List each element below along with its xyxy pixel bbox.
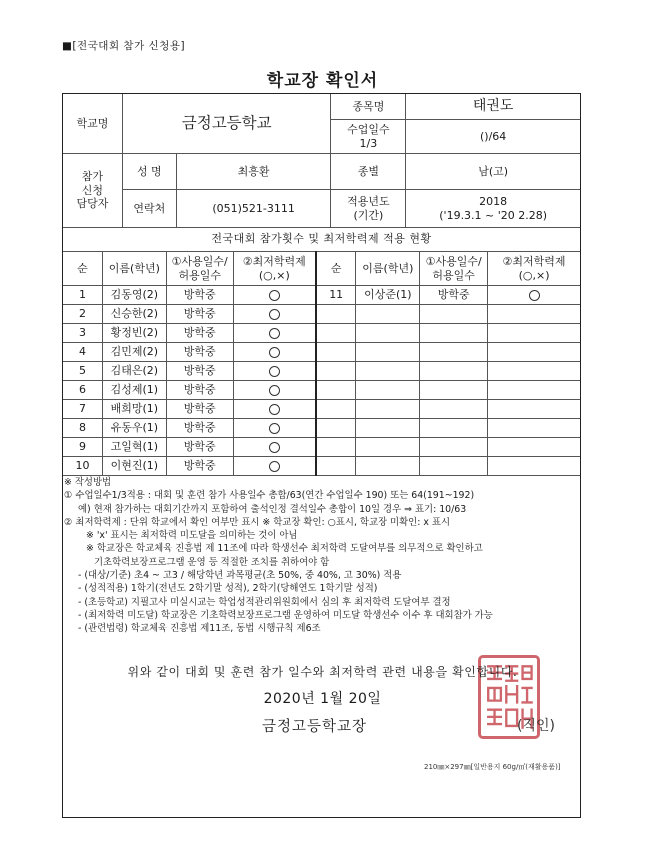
paper-spec-footer: 210㎜×297㎜[일반용지 60g/㎡(재활용품)] bbox=[424, 763, 561, 771]
note-line: ② 최저학력제 : 단위 학교에서 확인 여부만 표시 ※ 학교장 확인: ○표시, 학교장 미확인: x 표시 bbox=[64, 516, 451, 528]
row-no: 3 bbox=[63, 324, 103, 343]
row-days: 방학중 bbox=[166, 457, 233, 476]
name-value: 최흥환 bbox=[176, 154, 331, 190]
document-tag: ■[전국대회 참가 신청용] bbox=[62, 40, 186, 52]
issue-date: 2020년 1월 20일 bbox=[263, 691, 382, 707]
note-line: ※ 학교장은 학교체육 진흥법 제 11조에 따라 학생선수 최저학력 도달여부를 의무적으로 확인하고 bbox=[86, 543, 483, 555]
name-label: 성 명 bbox=[122, 154, 176, 190]
sport-value: 태권도 bbox=[406, 94, 581, 120]
row-name: 신승한(2) bbox=[102, 305, 166, 324]
row-no: 6 bbox=[63, 381, 103, 400]
row-name: 황정빈(2) bbox=[102, 324, 166, 343]
row-no: 8 bbox=[63, 419, 103, 438]
note-line: - (성적적용) 1학기(전년도 2학기말 성적), 2학기(당해연도 1학기말 성적) bbox=[78, 583, 378, 595]
row-no: 9 bbox=[63, 438, 103, 457]
note-line: - (초등학교) 지필고사 미실시교는 학업성적관리위원회에서 심의 후 최저학력 도달여부 결정 bbox=[78, 596, 451, 608]
header-min-right-line1: ②최저학력제 bbox=[502, 254, 566, 268]
row-days: 방학중 bbox=[166, 381, 233, 400]
year-label-line2: (기간) bbox=[353, 208, 384, 222]
school-label: 학교명 bbox=[63, 94, 123, 154]
row-name: 김태은(2) bbox=[102, 362, 166, 381]
header-no: 순 bbox=[63, 252, 103, 286]
header-min-line1: ②최저학력제 bbox=[242, 254, 306, 268]
row-no: 4 bbox=[63, 343, 103, 362]
row-days: 방학중 bbox=[166, 343, 233, 362]
note-line: - (대상/기준) 초4 ~ 고3 / 해당학년 과목평균(초 50%, 중 40%, 고 30%) 적용 bbox=[78, 570, 402, 582]
row-name: 이현진(1) bbox=[102, 457, 166, 476]
row-name: 고일혁(1) bbox=[102, 438, 166, 457]
row-days: 방학중 bbox=[166, 438, 233, 457]
attendance-value: ()/64 bbox=[406, 120, 581, 154]
header-days-right-line1: ①사용일수/ bbox=[425, 254, 482, 268]
row-name: 김민제(2) bbox=[102, 343, 166, 362]
row-days: 방학중 bbox=[166, 286, 233, 305]
note-line: 기초학력보장프로그램 운영 등 적절한 조치를 취하여야 함 bbox=[94, 556, 330, 568]
row-days: 방학중 bbox=[166, 305, 233, 324]
header-no-right: 순 bbox=[316, 252, 356, 286]
header-min-right-line2: (○,×) bbox=[518, 268, 550, 282]
row-days: 방학중 bbox=[166, 324, 233, 343]
header-name-right: 이름(학년) bbox=[356, 252, 420, 286]
year-value-line1: 2018 bbox=[479, 194, 508, 208]
row-no-right: 11 bbox=[316, 286, 356, 305]
manager-label-line1: 참가 bbox=[81, 169, 104, 183]
attendance-label-line1: 수업일수 bbox=[347, 122, 390, 136]
row-name-right: 이상준(1) bbox=[356, 286, 420, 305]
row-no: 7 bbox=[63, 400, 103, 419]
row-days: 방학중 bbox=[166, 400, 233, 419]
row-no: 10 bbox=[63, 457, 103, 476]
manager-label-line3: 담당자 bbox=[76, 197, 109, 211]
section-title: 전국대회 참가횟수 및 최저학력제 적용 현황 bbox=[211, 232, 432, 245]
row-days: 방학중 bbox=[166, 362, 233, 381]
header-days-line2: 허용일수 bbox=[178, 268, 221, 282]
year-value-line2: ('19.3.1 ~ '20 2.28) bbox=[439, 208, 548, 222]
header-min-line2: (○,×) bbox=[258, 268, 290, 282]
header-days-line1: ①사용일수/ bbox=[171, 254, 228, 268]
note-line: - (최저학력 미도달) 학교장은 기초학력보장프로그램 운영하여 미도달 학생선수 이수 후 대회참가 가능 bbox=[78, 609, 493, 621]
row-no: 5 bbox=[63, 362, 103, 381]
attendance-label-line2: 1/3 bbox=[359, 136, 378, 150]
row-name: 유동우(1) bbox=[102, 419, 166, 438]
sport-label: 종목명 bbox=[331, 94, 406, 120]
note-line: - (관련법령) 학교체육 진흥법 제11조, 동법 시행규칙 제6조 bbox=[78, 623, 321, 635]
contact-label: 연락처 bbox=[122, 190, 176, 228]
contact-value: (051)521-3111 bbox=[176, 190, 331, 228]
principal-signature: 금정고등학교장 bbox=[262, 719, 368, 735]
note-line: ※ 작성방법 bbox=[64, 477, 112, 488]
document-title: 학교장 확인서 bbox=[266, 71, 379, 91]
year-label-line1: 적용년도 bbox=[347, 194, 390, 208]
row-name: 배희망(1) bbox=[102, 400, 166, 419]
school-name: 금정고등학교 bbox=[122, 94, 331, 154]
type-value: 남(고) bbox=[406, 154, 581, 190]
note-line: ※ 'x' 표시는 최저학력 미도달을 의미하는 것이 아님 bbox=[86, 530, 298, 542]
document-frame bbox=[62, 93, 581, 818]
row-name: 김동영(2) bbox=[102, 286, 166, 305]
manager-label-line2: 신청 bbox=[81, 183, 104, 197]
seal-label: (직인) bbox=[517, 718, 555, 734]
row-no: 1 bbox=[63, 286, 103, 305]
header-days-right-line2: 허용일수 bbox=[432, 268, 475, 282]
type-label: 종별 bbox=[331, 154, 406, 190]
note-line: ① 수업일수1/3적용 : 대회 및 훈련 참가 사용일수 총합/63(연간 수업일수 190) 또는 64(191~192) bbox=[64, 490, 475, 502]
row-days: 방학중 bbox=[166, 419, 233, 438]
confirmation-text: 위와 같이 대회 및 훈련 참가 일수와 최저학력 관련 내용을 확인합니다. bbox=[127, 665, 518, 679]
row-no: 2 bbox=[63, 305, 103, 324]
row-name: 김성제(1) bbox=[102, 381, 166, 400]
row-days-right: 방학중 bbox=[420, 286, 488, 305]
header-name: 이름(학년) bbox=[102, 252, 166, 286]
note-line: 예) 현재 참가하는 대회기간까지 포함하여 출석인정 결석일수 총합이 10일 경우 ⇒ 표기: 10/63 bbox=[78, 503, 467, 515]
